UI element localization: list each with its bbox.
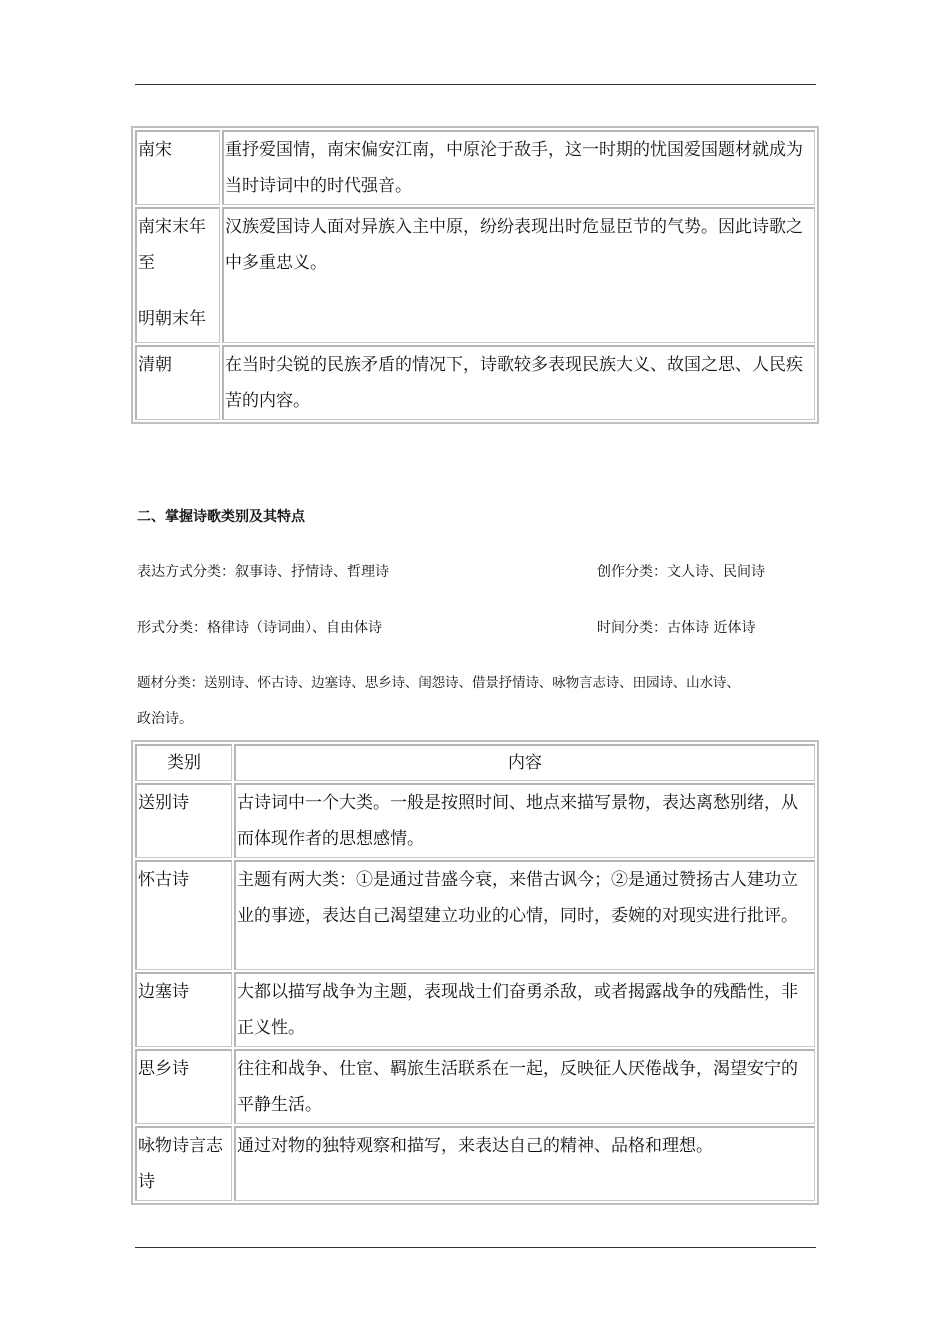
period-cell: 南宋末年至 明朝末年	[135, 207, 220, 343]
subject-classification: 题材分类：送别诗、怀古诗、边塞诗、思乡诗、闺怨诗、借景抒情诗、咏物言志诗、田园诗、山水诗、	[137, 675, 740, 691]
dynasty-table	[131, 126, 819, 424]
footer-rule	[135, 1247, 816, 1248]
category-cell: 怀古诗	[135, 860, 232, 970]
time-classification: 时间分类：古体诗 近体诗	[597, 620, 756, 636]
header-rule	[135, 84, 816, 85]
period-cell: 清朝	[135, 345, 220, 420]
subject-classification-cont: 政治诗。	[137, 711, 193, 727]
content-cell: 通过对物的独特观察和描写，来表达自己的精神、品格和理想。	[234, 1126, 815, 1201]
table-row	[135, 1126, 815, 1201]
table-row	[135, 1049, 815, 1124]
content-cell: 古诗词中一个大类。一般是按照时间、地点来描写景物，表达离愁别绪，从而体现作者的思想感情。	[234, 783, 815, 858]
poetry-category-table	[131, 740, 819, 1205]
table-row	[135, 972, 815, 1047]
form-classification: 形式分类：格律诗（诗词曲）、自由体诗	[137, 620, 382, 636]
category-cell: 边塞诗	[135, 972, 232, 1047]
category-cell: 送别诗	[135, 783, 232, 858]
period-cell: 南宋	[135, 130, 220, 205]
table-row	[135, 860, 815, 970]
creation-classification: 创作分类：文人诗、民间诗	[597, 564, 765, 580]
header-category: 类别	[135, 744, 232, 781]
expression-classification: 表达方式分类：叙事诗、抒情诗、哲理诗	[137, 564, 389, 580]
content-cell: 汉族爱国诗人面对异族入主中原，纷纷表现出时危显臣节的气势。因此诗歌之中多重忠义。	[222, 207, 815, 343]
section-heading: 二、掌握诗歌类别及其特点	[137, 509, 305, 525]
content-cell: 在当时尖锐的民族矛盾的情况下，诗歌较多表现民族大义、故国之思、人民疾苦的内容。	[222, 345, 815, 420]
table-row	[135, 345, 815, 420]
header-content: 内容	[234, 744, 815, 781]
table-row	[135, 207, 815, 343]
table-row	[135, 130, 815, 205]
table-header-row	[135, 744, 815, 781]
category-cell: 咏物诗言志诗	[135, 1126, 232, 1201]
table-row	[135, 783, 815, 858]
content-cell: 主题有两大类：①是通过昔盛今衰，来借古讽今；②是通过赞扬古人建功立业的事迹，表达自己渴望建立功业的心情，同时，委婉的对现实进行批评。	[234, 860, 815, 970]
category-cell: 思乡诗	[135, 1049, 232, 1124]
content-cell: 大都以描写战争为主题，表现战士们奋勇杀敌，或者揭露战争的残酷性，非正义性。	[234, 972, 815, 1047]
content-cell: 重抒爱国情，南宋偏安江南，中原沦于敌手，这一时期的忧国爱国题材就成为当时诗词中的时代强音。	[222, 130, 815, 205]
content-cell: 往往和战争、仕宦、羁旅生活联系在一起，反映征人厌倦战争，渴望安宁的平静生活。	[234, 1049, 815, 1124]
